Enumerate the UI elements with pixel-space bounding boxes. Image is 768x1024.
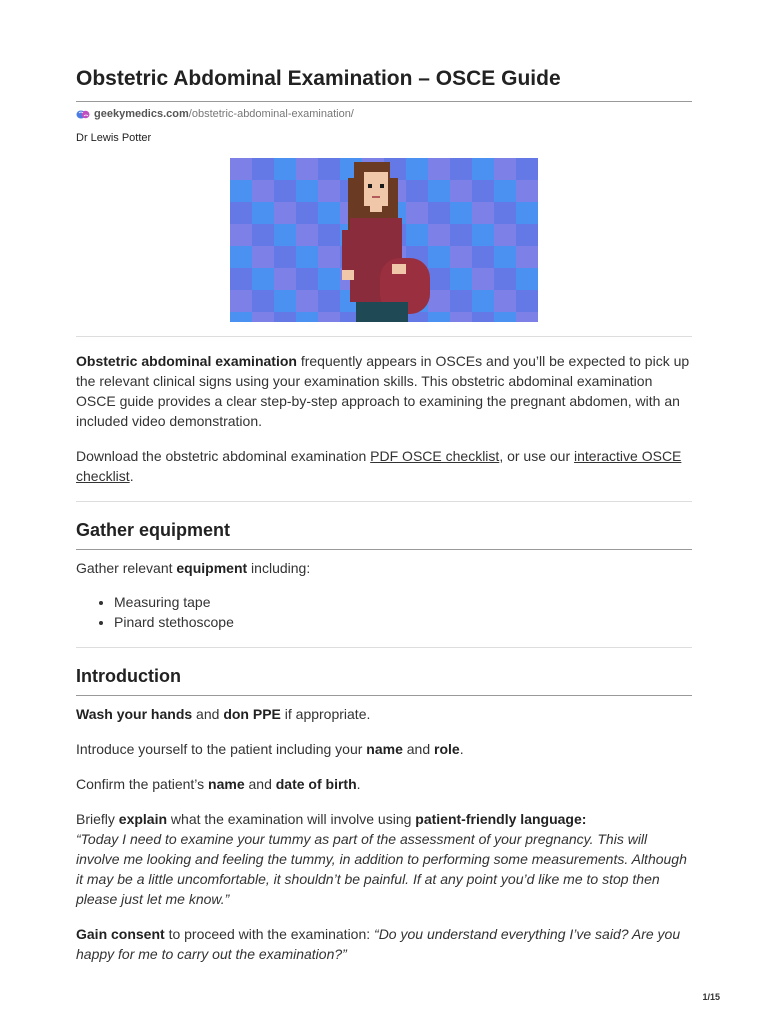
background-tile [450,268,472,290]
download-paragraph: Download the obstetric abdominal examination PDF OSCE checklist, or use our interactive OSCE checklist. [76,448,682,484]
background-tile [516,246,538,268]
background-tile [252,290,274,312]
background-tile [494,268,516,290]
background-tile [472,180,494,202]
background-tile [494,202,516,224]
background-tile [428,246,450,268]
background-tile [230,290,252,312]
intro-step-confirm: Confirm the patient’s name and date of birth. [76,776,361,792]
background-tile [274,290,296,312]
background-tile [428,224,450,246]
page-number: 1/15 [702,992,720,1002]
background-tile [252,224,274,246]
background-tile [274,224,296,246]
background-tile [296,290,318,312]
background-tile [472,246,494,268]
background-tile [318,290,340,312]
background-tile [296,224,318,246]
background-tile [450,158,472,180]
background-tile [516,202,538,224]
background-tile [516,290,538,312]
background-tile [472,158,494,180]
intro-step-introduce: Introduce yourself to the patient including your name and role. [76,741,464,757]
page-title: Obstetric Abdominal Examination – OSCE Guide [76,64,692,102]
background-tile [494,158,516,180]
background-tile [296,202,318,224]
list-item: • Measuring tape [114,592,692,612]
background-tile [516,312,538,322]
background-tile [318,246,340,268]
background-tile [472,290,494,312]
background-tile [428,202,450,224]
background-tile [252,158,274,180]
background-tile [472,224,494,246]
background-tile [230,268,252,290]
background-tile [494,180,516,202]
intro-step-explain: Briefly explain what the examination will involve using patient-friendly language: “Today I need to examine your tummy as part of the assessment of your pregnancy. This will involve me looking and feeling the tummy, in addition to performing some measurements. Although it may be a little uncomfortable, it shouldn’t be painful. If at any point you’d like me to stop then please just let me know.” [76,811,687,907]
background-tile [428,158,450,180]
background-tile [318,158,340,180]
intro-step-hands: Wash your hands and don PPE if appropriate. [76,706,371,722]
background-tile [428,268,450,290]
background-tile [296,158,318,180]
background-tile [274,202,296,224]
background-tile [318,268,340,290]
background-tile [230,246,252,268]
background-tile [494,312,516,322]
background-tile [296,246,318,268]
background-tile [230,202,252,224]
background-tile [406,158,428,180]
background-tile [450,246,472,268]
background-tile [428,290,450,312]
background-tile [274,312,296,322]
background-tile [318,224,340,246]
background-tile [450,290,472,312]
background-tile [252,180,274,202]
divider [76,336,692,337]
brain-logo-icon [76,109,90,120]
background-tile [274,158,296,180]
background-tile [516,268,538,290]
background-tile [274,180,296,202]
author: Dr Lewis Potter [76,132,152,144]
equipment-list [76,592,692,632]
background-tile [450,180,472,202]
background-tile [230,224,252,246]
background-tile [406,224,428,246]
background-tile [516,158,538,180]
background-tile [450,312,472,322]
background-tile [318,312,340,322]
hero-image [230,158,538,322]
background-tile [296,312,318,322]
intro-step-consent: Gain consent to proceed with the examination: “Do you understand everything I’ve said? Are you happy for me to carry out the examination?” [76,926,681,962]
background-tile [252,246,274,268]
background-tile [428,180,450,202]
background-tile [274,246,296,268]
section-heading-equipment: Gather equipment [76,518,692,550]
background-tile [406,180,428,202]
background-tile [516,224,538,246]
background-tile [318,202,340,224]
source-line [76,108,692,120]
background-tile [516,180,538,202]
background-tile [406,202,428,224]
background-tile [296,180,318,202]
background-tile [252,312,274,322]
background-tile [274,268,296,290]
background-tile [494,246,516,268]
background-tile [252,202,274,224]
background-tile [472,312,494,322]
divider [76,501,692,502]
intro-paragraph: Obstetric abdominal examination frequently appears in OSCEs and you’ll be expected to pick up the relevant clinical signs using your examination skills. This obstetric abdominal examination OSCE guide provides a clear step-by-step approach to examining the pregnant abdomen, with an included video demonstration. [76,353,690,429]
equipment-paragraph: Gather relevant equipment including: [76,560,311,576]
source-path[interactable]: /obstetric-abdominal-examination/ [188,108,354,120]
section-heading-introduction: Introduction [76,664,692,696]
background-tile [450,224,472,246]
background-tile [450,202,472,224]
background-tile [296,268,318,290]
background-tile [252,268,274,290]
source-domain[interactable]: geekymedics.com [94,108,189,120]
background-tile [230,312,252,322]
document-page [76,64,692,964]
interactive-checklist-link[interactable]: interactive OSCE checklist [76,448,682,484]
background-tile [230,158,252,180]
divider [76,647,692,648]
background-tile [230,180,252,202]
pdf-checklist-link[interactable]: PDF OSCE checklist [370,448,500,464]
list-item: • Pinard stethoscope [114,612,692,632]
background-tile [494,224,516,246]
background-tile [494,290,516,312]
background-tile [428,312,450,322]
background-tile [472,268,494,290]
background-tile [318,180,340,202]
background-tile [472,202,494,224]
